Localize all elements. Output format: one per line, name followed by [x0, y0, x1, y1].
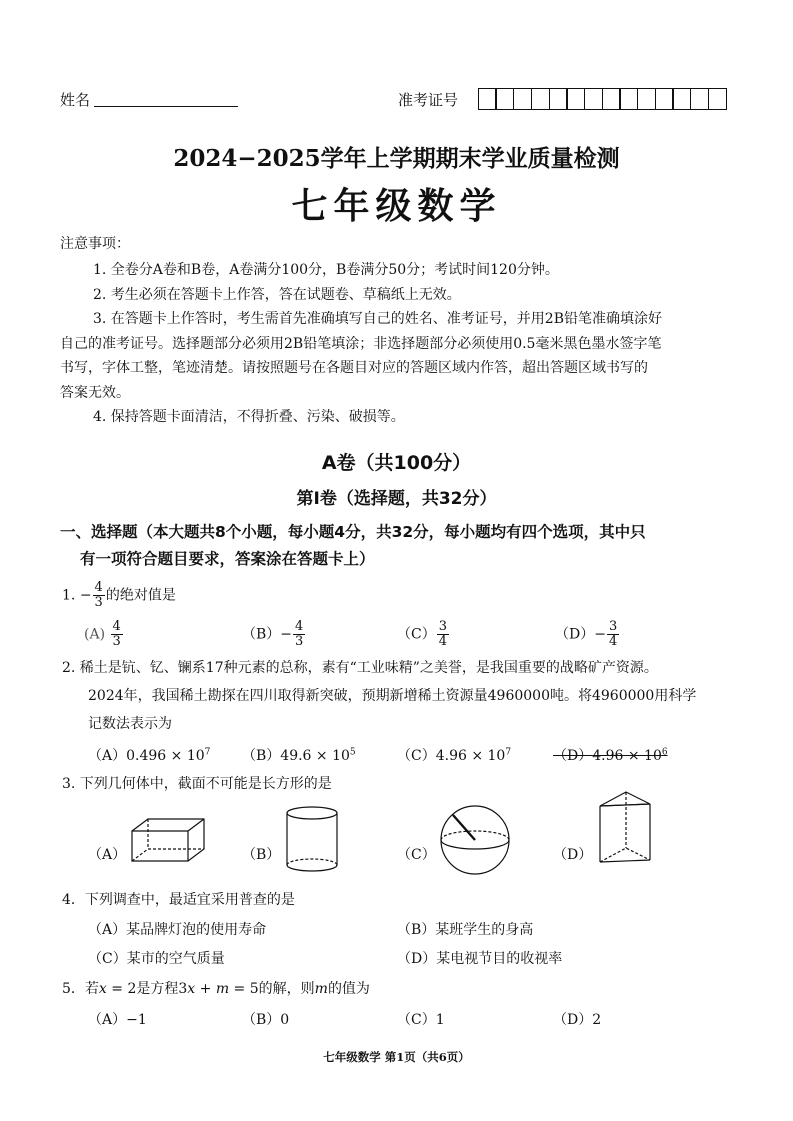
q1-b-num: 4	[295, 619, 304, 634]
exam-title: 2024−2025学年上学期期末学业质量检测	[173, 145, 620, 172]
q5-var-m-2: m	[314, 981, 328, 997]
q5-stem-mid-1: = 2是方程3	[106, 981, 188, 997]
q3-d-label[interactable]: （D）	[553, 847, 593, 863]
question-type-line-2: 有一项符合题目要求，答案涂在答题卡上）	[80, 550, 375, 568]
q1-frac-num: 4	[94, 580, 103, 595]
q5-var-m: m	[215, 981, 230, 997]
notice-item-1: 1. 全卷分A卷和B卷，A卷满分100分，B卷满分50分；考试时间120分钟。	[93, 262, 559, 278]
name-label: 姓名	[60, 91, 91, 109]
q4-option-b[interactable]: （B）某班学生的身高	[397, 922, 534, 938]
q2-line-3: 记数法表示为	[88, 716, 172, 732]
exam-id-digit-box[interactable]	[602, 88, 621, 110]
q5-stem-prefix: 5．若	[62, 981, 99, 997]
exam-id-digit-box[interactable]	[672, 88, 691, 110]
q5-option-c[interactable]: （C）1	[397, 1012, 445, 1028]
exam-id-digit-box[interactable]	[655, 88, 674, 110]
name-field[interactable]	[94, 106, 238, 107]
q1-option-b[interactable]	[242, 620, 306, 649]
triangular-prism-icon	[596, 790, 656, 868]
question-1	[62, 581, 176, 610]
q2-option-b[interactable]	[242, 745, 356, 765]
q2-d-mantissa: 4.96 × 10	[592, 748, 662, 764]
exam-id-digit-box[interactable]	[619, 88, 638, 110]
q5-var-x-2: x	[187, 981, 196, 997]
page-footer: 七年级数学 第1页（共6页）	[323, 1050, 470, 1064]
q1-a-fraction	[111, 620, 123, 649]
notice-item-3-line-2: 自己的准考证号。选择题部分必须用2B铅笔填涂；非选择题部分必须使用0.5毫米黑色墨水签字笔	[60, 336, 662, 352]
subject-title: 七年级数学	[291, 185, 502, 227]
exam-id-digit-box[interactable]	[690, 88, 709, 110]
q2-option-a[interactable]	[88, 745, 210, 765]
exam-id-digit-box[interactable]	[549, 88, 568, 110]
q2-a-mantissa: 0.496 × 10	[126, 748, 205, 764]
q5-stem-mid-3: = 5的解，则	[229, 981, 315, 997]
q5-stem-mid-2: +	[195, 981, 216, 997]
q2-b-exponent: 5	[349, 747, 356, 758]
exam-id-digit-box[interactable]	[566, 88, 585, 110]
cuboid-icon	[128, 815, 208, 865]
q1-option-a[interactable]	[84, 620, 124, 649]
q1-c-fraction	[437, 620, 449, 649]
q1-d-den: 4	[608, 634, 618, 649]
q2-b-mantissa: 49.6 × 10	[280, 748, 350, 764]
q1-fraction	[93, 581, 105, 610]
q3-a-label[interactable]: （A）	[88, 847, 127, 863]
exam-id-digit-box[interactable]	[495, 88, 514, 110]
part-1-heading: 第Ⅰ卷（选择题，共32分）	[296, 489, 497, 509]
notice-item-3-line-3: 书写，字体工整，笔迹清楚。请按照题号在各题目对应的答题区域内作答，超出答题区域书写的	[60, 360, 648, 376]
q2-d-label: （D）	[553, 748, 593, 764]
q1-option-d[interactable]	[555, 620, 620, 649]
exam-id-digit-box[interactable]	[478, 88, 497, 110]
notice-item-3-line-4: 答案无效。	[60, 385, 130, 401]
q2-c-label: （C）	[397, 748, 436, 764]
q1-c-num: 3	[438, 619, 447, 634]
q4-option-a[interactable]: （A）某品牌灯泡的使用寿命	[88, 922, 267, 938]
q5-stem	[62, 976, 370, 1002]
q1-number: 1.	[62, 587, 76, 604]
q1-d-fraction	[607, 620, 619, 649]
q5-stem-suffix: 的值为	[327, 981, 370, 997]
q3-c-label[interactable]: （C）	[397, 847, 436, 863]
q2-a-exponent: 7	[204, 747, 211, 758]
q1-a-den: 3	[112, 634, 121, 649]
q4-stem: 4．下列调查中，最适宜采用普查的是	[62, 892, 295, 908]
notice-item-4: 4. 保持答题卡面清洁，不得折叠、污染、破损等。	[93, 409, 405, 425]
q1-d-num: 3	[608, 619, 618, 634]
q1-frac-den: 3	[94, 595, 103, 610]
q5-option-d[interactable]: （D）2	[553, 1012, 602, 1028]
cylinder-icon	[284, 805, 340, 875]
q1-a-label: (A)	[84, 626, 106, 643]
q1-b-label: （B）−	[242, 626, 293, 643]
q3-stem: 3. 下列几何体中，截面不可能是长方形的是	[62, 776, 332, 792]
exam-id-digit-box[interactable]	[637, 88, 656, 110]
q1-b-fraction	[293, 620, 305, 649]
q2-c-mantissa: 4.96 × 10	[435, 748, 506, 764]
exam-id-label: 准考证号	[398, 91, 459, 109]
notice-item-2: 2. 考生必须在答题卡上作答，答在试题卷、草稿纸上无效。	[93, 287, 461, 303]
q4-option-c[interactable]: （C）某市的空气质量	[88, 951, 225, 967]
q5-var-x: x	[98, 981, 107, 997]
sphere-icon	[438, 803, 512, 877]
q1-option-c[interactable]	[397, 620, 450, 649]
exam-id-digit-box[interactable]	[531, 88, 550, 110]
exam-id-digit-box[interactable]	[708, 88, 727, 110]
q1-stem-suffix: 的绝对值是	[105, 587, 176, 604]
volume-a-heading: A卷（共100分）	[321, 452, 472, 474]
q1-a-num: 4	[112, 619, 121, 634]
q2-option-d[interactable]	[553, 745, 668, 765]
exam-id-digit-box[interactable]	[513, 88, 532, 110]
q1-minus: −	[79, 587, 92, 604]
q1-c-den: 4	[438, 634, 447, 649]
question-type-line-1: 一、选择题（本大题共8个小题，每小题4分，共32分，每小题均有四个选项，其中只	[60, 523, 646, 541]
q1-c-label: （C）	[397, 626, 436, 643]
notice-heading: 注意事项：	[60, 236, 130, 252]
q3-b-label[interactable]: （B）	[242, 847, 281, 863]
q2-line-2: 2024年，我国稀土勘探在四川取得新突破，预期新增稀土资源量4960000吨。将4960000用科学	[88, 688, 697, 704]
q1-b-den: 3	[295, 634, 304, 649]
q2-line-1: 2. 稀土是钪、钇、镧系17种元素的总称，素有“工业味精”之美誉，是我国重要的战略矿产资源。	[62, 660, 658, 676]
q2-a-label: （A）	[88, 748, 127, 764]
q2-c-exponent: 7	[505, 747, 512, 758]
exam-id-boxes[interactable]	[479, 88, 727, 110]
q4-option-d[interactable]: （D）某电视节目的收视率	[397, 951, 563, 967]
q1-d-label: （D）−	[555, 626, 606, 643]
q5-option-a[interactable]: （A）−1	[88, 1012, 147, 1028]
q2-d-exponent: 6	[661, 747, 668, 758]
q2-option-c[interactable]	[397, 745, 511, 765]
q5-option-b[interactable]: （B）0	[242, 1012, 290, 1028]
q2-b-label: （B）	[242, 748, 281, 764]
exam-id-digit-box[interactable]	[584, 88, 603, 110]
notice-item-3-line-1: 3. 在答题卡上作答时，考生需首先准确填写自己的姓名、准考证号，并用2B铅笔准确填涂好	[93, 311, 663, 327]
